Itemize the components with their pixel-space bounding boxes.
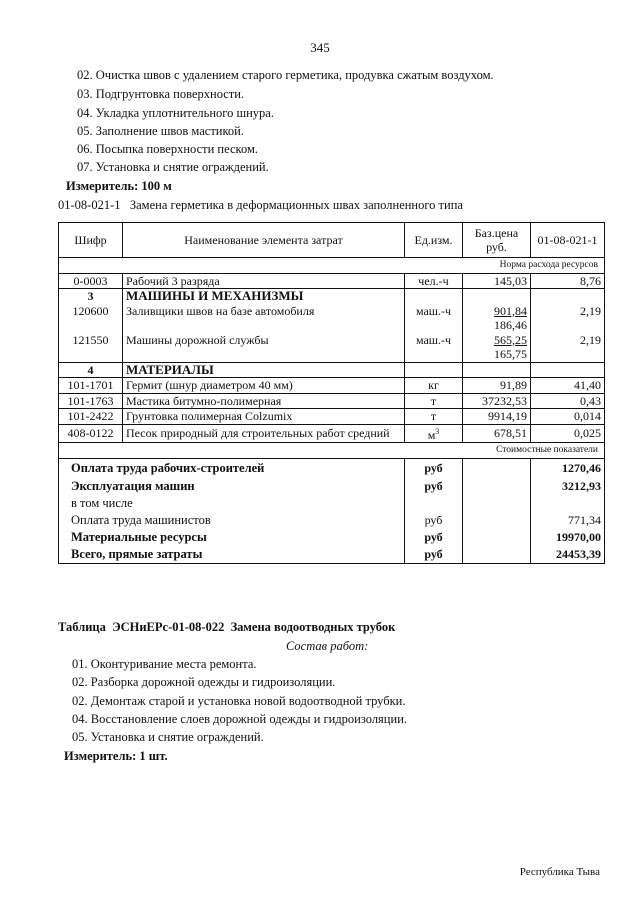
section-title: МАШИНЫ И МЕХАНИЗМЫ <box>123 289 405 304</box>
section-title: МАТЕРИАЛЫ <box>123 362 405 378</box>
cell-name: Мастика битумно-полимерная <box>123 393 405 409</box>
total-unit: руб <box>405 458 463 478</box>
total-row <box>59 458 605 478</box>
total-label: Материальные ресурсы <box>59 529 405 546</box>
section-number: 4 <box>59 362 123 378</box>
total-unit: руб <box>405 512 463 529</box>
work-item: 04. Восстановление слоев дорожной одежды и гидроизоляции. <box>72 712 408 726</box>
header-code: Шифр <box>59 223 123 258</box>
total-row <box>59 512 605 529</box>
total-label: Всего, прямые затраты <box>59 546 405 564</box>
work-item: 04. Укладка уплотнительного шнура. <box>77 106 274 120</box>
cell-price: 9914,19 <box>463 409 531 425</box>
page-number: 345 <box>310 40 330 55</box>
unit-text: м <box>427 427 436 442</box>
cell-price <box>463 304 531 333</box>
total-unit: руб <box>405 546 463 564</box>
cell-unit: кг <box>405 378 463 394</box>
total-unit: руб <box>405 478 463 495</box>
total-row <box>59 495 605 512</box>
cell-code: 0-0003 <box>59 273 123 289</box>
cell-unit <box>405 424 463 443</box>
header-norm: 01-08-021-1 <box>531 223 605 258</box>
cell-price <box>463 333 531 363</box>
work-item: 05. Установка и снятие ограждений. <box>72 730 264 744</box>
cell-norm: 0,43 <box>531 393 605 409</box>
header-unit: Ед.изм. <box>405 223 463 258</box>
total-label: в том числе <box>59 495 405 512</box>
table-row <box>59 333 605 363</box>
unit-exponent: 3 <box>435 426 440 436</box>
work-item: 02. Очистка швов с удалением старого герметика, продувка сжатым воздухом. <box>77 68 494 82</box>
work-item: 03. Подгрунтовка поверхности. <box>77 87 245 101</box>
composition-title: Состав работ: <box>286 639 369 653</box>
cell-name: Рабочий 3 разряда <box>123 273 405 289</box>
cell-unit: т <box>405 409 463 425</box>
cell-unit: маш.-ч <box>405 333 463 363</box>
header-price: Баз.цена руб. <box>463 223 531 258</box>
norm-caption-row <box>59 258 605 274</box>
footer-region: Республика Тыва <box>519 866 600 878</box>
cell-name: Грунтовка полимерная Colzumix <box>123 409 405 425</box>
work-item: 02. Разборка дорожной одежды и гидроизоляции. <box>72 675 336 689</box>
cell-code: 101-2422 <box>59 409 123 425</box>
price-wage-value: 186,46 <box>494 318 527 332</box>
work-item: 07. Установка и снятие ограждений. <box>77 160 269 174</box>
section-row <box>59 289 605 304</box>
cell-unit: чел.-ч <box>405 273 463 289</box>
total-label: Оплата труда машинистов <box>59 512 405 529</box>
cell-price: 678,51 <box>463 424 531 443</box>
total-row <box>59 546 605 564</box>
cell-norm: 8,76 <box>531 273 605 289</box>
cell-name: Гермит (шнур диаметром 40 мм) <box>123 378 405 394</box>
section-number: 3 <box>59 289 123 304</box>
total-row <box>59 478 605 495</box>
total-value: 771,34 <box>531 512 605 529</box>
cost-caption: Стоимостные показатели <box>59 443 605 459</box>
table2-title: Таблица ЭСНиЕРс-01-08-022 Замена водоотводных трубок <box>58 620 396 634</box>
cell-price: 145,03 <box>463 273 531 289</box>
code-line: 01-08-021-1 Замена герметика в деформационных швах заполненного типа <box>58 198 463 212</box>
table-row <box>59 424 605 443</box>
cell-price: 37232,53 <box>463 393 531 409</box>
cell-norm: 2,19 <box>531 304 605 333</box>
cell-norm: 41,40 <box>531 378 605 394</box>
total-label: Оплата труда рабочих-строителей <box>59 458 405 478</box>
total-value: 19970,00 <box>531 529 605 546</box>
table-header-row <box>59 223 605 258</box>
cell-code: 408-0122 <box>59 424 123 443</box>
cell-unit: т <box>405 393 463 409</box>
total-label: Эксплуатация машин <box>59 478 405 495</box>
total-row <box>59 529 605 546</box>
cell-price: 91,89 <box>463 378 531 394</box>
table-row <box>59 304 605 333</box>
cell-norm: 0,025 <box>531 424 605 443</box>
header-name: Наименование элемента затрат <box>123 223 405 258</box>
price-wage-value: 165,75 <box>494 347 527 361</box>
total-value: 24453,39 <box>531 546 605 564</box>
resource-table <box>58 222 605 564</box>
table-row <box>59 409 605 425</box>
total-unit <box>405 495 463 512</box>
work-item: 01. Оконтуривание места ремонта. <box>72 657 257 671</box>
table-row <box>59 273 605 289</box>
norm-caption: Норма расхода ресурсов <box>59 258 605 274</box>
measure-unit: Измеритель: 1 шт. <box>64 749 168 763</box>
work-item: 05. Заполнение швов мастикой. <box>77 124 244 138</box>
price-value: 901,84 <box>494 303 527 318</box>
total-unit: руб <box>405 529 463 546</box>
table-row <box>59 378 605 394</box>
section-row <box>59 362 605 378</box>
cell-code: 121550 <box>59 333 123 363</box>
total-value <box>531 495 605 512</box>
cell-name: Песок природный для строительных работ средний <box>123 424 405 443</box>
cell-norm: 0,014 <box>531 409 605 425</box>
measure-unit: Измеритель: 100 м <box>66 179 172 193</box>
work-item: 02. Демонтаж старой и установка новой водоотводной трубки. <box>72 694 406 708</box>
price-value: 565,25 <box>494 332 527 347</box>
cell-code: 101-1701 <box>59 378 123 394</box>
cell-code: 120600 <box>59 304 123 333</box>
table-row <box>59 393 605 409</box>
cost-caption-row <box>59 443 605 459</box>
cell-unit: маш.-ч <box>405 304 463 333</box>
cell-norm: 2,19 <box>531 333 605 363</box>
work-item: 06. Посыпка поверхности песком. <box>77 142 259 156</box>
cell-name: Машины дорожной службы <box>123 333 405 363</box>
total-value: 1270,46 <box>531 458 605 478</box>
total-value: 3212,93 <box>531 478 605 495</box>
cell-code: 101-1763 <box>59 393 123 409</box>
cell-name: Заливщики швов на базе автомобиля <box>123 304 405 333</box>
